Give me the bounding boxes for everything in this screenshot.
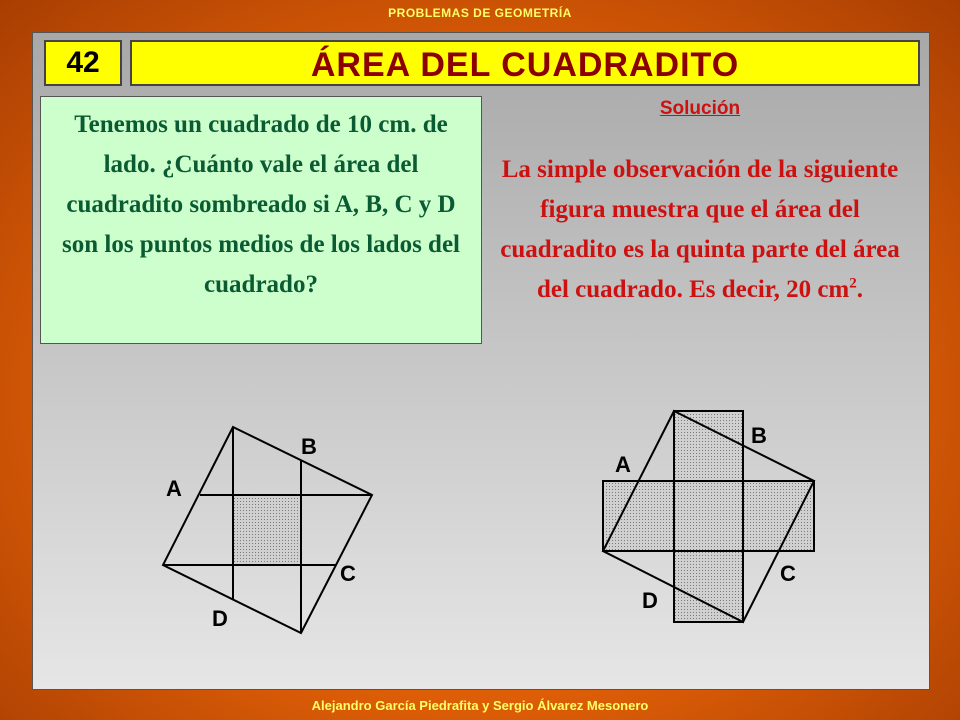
right-label-b: B [751,423,767,448]
left-label-d: D [212,606,228,631]
left-label-b: B [301,434,317,459]
solution-body: La simple observación de la siguiente figura muestra que el área del cuadradito es la quinta parte del área del cuadrado. Es decir, 20 cm [500,156,900,303]
right-figure [603,411,814,622]
left-shaded-square [233,495,301,565]
authors-footer: Alejandro García Piedrafita y Sergio Álvarez Mesonero [311,698,649,713]
solution-end: . [856,276,864,303]
left-label-a: A [166,476,182,501]
solution-superscript: 2 [849,275,857,292]
problem-number-badge: 42 [44,40,122,86]
right-horizontal-strip [603,481,814,551]
right-label-d: D [642,588,658,613]
left-label-c: C [340,561,356,586]
problem-statement: Tenemos un cuadrado de 10 cm. de lado. ¿Cuánto vale el área del cuadradito sombreado si A, B, C y D son los puntos medios de los lados del cuadrado? [40,96,482,344]
solution-heading: Solución [659,98,741,119]
right-label-a: A [615,452,631,477]
page-title: ÁREA DEL CUADRADITO [130,40,920,86]
left-figure [163,427,372,633]
presentation-header: PROBLEMAS DE GEOMETRÍA [388,6,572,20]
right-label-c: C [780,561,796,586]
